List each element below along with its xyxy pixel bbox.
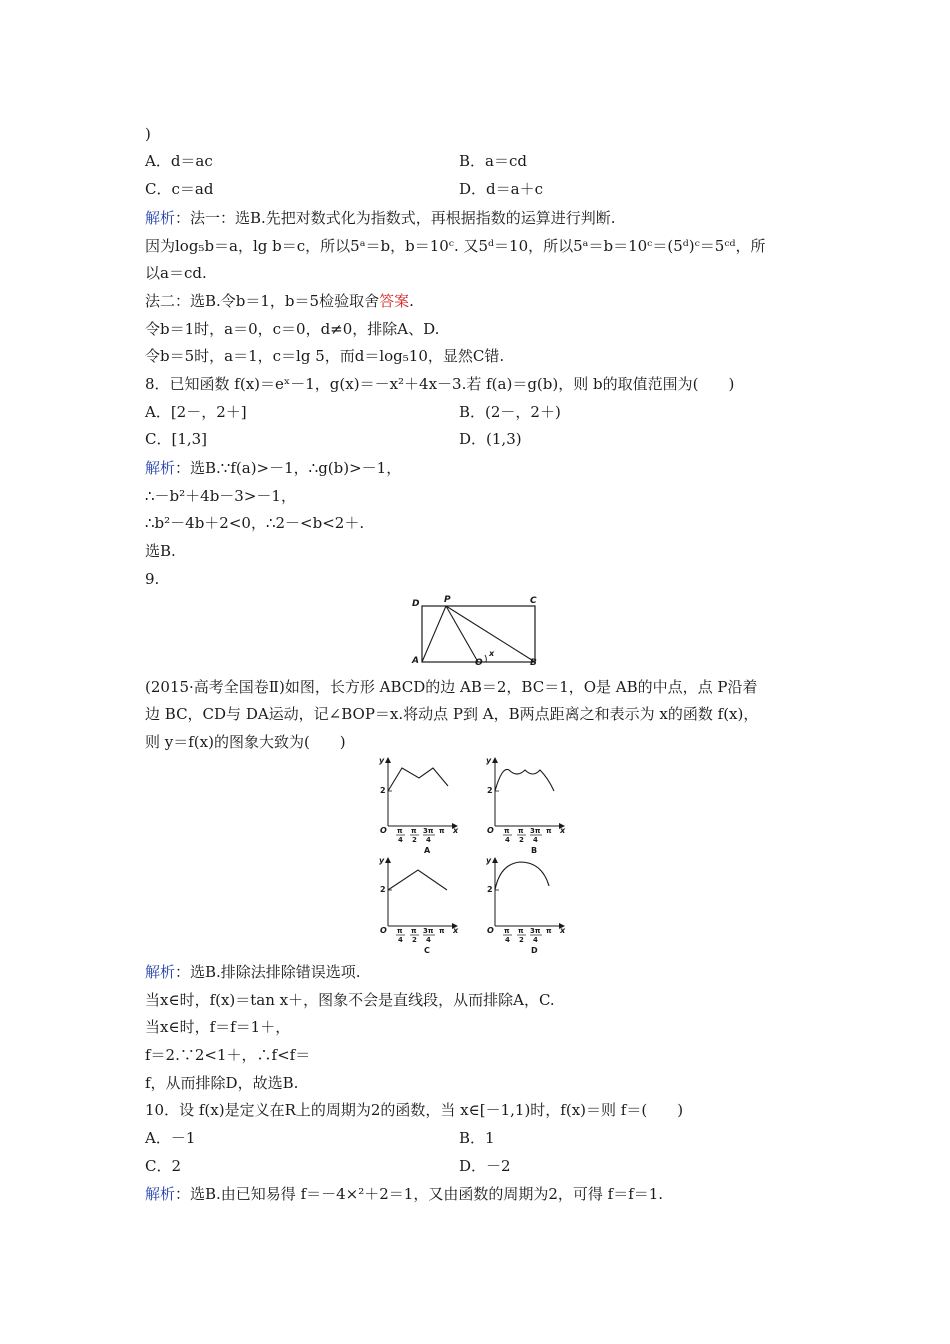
vertex-b-label: B [530,658,537,668]
tick-2-label: 2 [380,786,386,795]
q7-solution-line-5: 令b＝1时，a＝0，c＝0，d≠0，排除A、D. [145,320,440,338]
x-axis-label: x [560,826,566,835]
svg-text:4: 4 [533,936,538,944]
q7-solution-line-4: 法二：选B.令b＝1，b＝5检验取舍答案. [145,292,414,310]
graph-d-label: D [531,946,538,955]
tick-2-label: 2 [487,885,493,894]
solution-label: 解析 [145,1185,176,1203]
origin-label: O [380,926,387,935]
point-o-label: O [475,658,483,668]
x-axis-label: x [453,826,459,835]
q9-solution-line-3: 当x∈时，f＝f＝1＋， [145,1018,291,1036]
q9-stem-line-2: 边 BC，CD与 DA运动，记∠BOP＝x.将动点 P到 A，B两点距离之和表示为 x的函数 f(x)， [145,705,759,723]
tick-pi-over-4: π [397,927,403,935]
svg-text:4: 4 [398,836,403,844]
q7-option-b: B．a＝cd [459,152,527,170]
y-axis-label: y [486,756,492,765]
graph-b-label: B [531,846,538,855]
vertex-p-label: P [444,595,451,605]
y-axis-label: y [379,856,385,865]
q10-stem: 10．设 f(x)是定义在R上的周期为2的函数，当 x∈[－1,1)时，f(x)＝则 f＝( ) [145,1101,684,1119]
vertex-a-label: A [412,656,419,666]
q7-option-c: C．c＝ad [145,180,214,198]
q7-continuation: ) [145,125,151,143]
tick-3pi-over-4: 3π [530,927,541,935]
q8-solution-line-1: 解析：选B.∵f(a)>－1，∴g(b)>－1， [145,459,402,477]
tick-pi-over-4: π [397,827,403,835]
tick-pi: π [546,927,552,935]
q8-solution-line-4: 选B. [145,542,176,560]
tick-pi-over-2: π [411,927,417,935]
q8-option-d: D．(1,3) [459,430,522,448]
q8-option-c: C．[1,3] [145,430,208,448]
q8-stem: 8．已知函数 f(x)＝eˣ－1，g(x)＝－x²＋4x－3.若 f(a)＝g(b)，则 b的取值范围为( ) [145,375,735,393]
tick-pi-over-4: π [504,927,510,935]
vertex-c-label: C [530,596,537,606]
q10-option-c: C．2 [145,1157,182,1175]
q9-solution-line-1: 解析：选B.排除法排除错误选项. [145,963,361,981]
origin-label: O [487,826,494,835]
tick-pi: π [546,827,552,835]
q9-solution-line-5: f，从而排除D，故选B. [145,1074,299,1092]
q7-option-a: A．d＝ac [145,152,213,170]
q7-option-d: D．d＝a＋c [459,180,543,198]
q9-solution-line-4: f＝2.∵2<1＋，∴f<f＝ [145,1046,311,1064]
svg-text:2: 2 [519,936,524,944]
y-axis-label: y [486,856,492,865]
q10-solution-line-1: 解析：选B.由已知易得 f＝－4×²＋2＝1，又由函数的周期为2，可得 f＝f＝1. [145,1185,664,1203]
q10-option-b: B．1 [459,1129,495,1147]
solution-label: 解析 [145,459,176,477]
graph-c-label: C [424,946,430,955]
angle-x-label: x [489,649,495,658]
tick-3pi-over-4: 3π [530,827,541,835]
svg-text:4: 4 [505,836,510,844]
origin-label: O [487,926,494,935]
rectangle-figure [400,592,550,672]
tick-pi-over-2: π [518,827,524,835]
solution-label: 解析 [145,963,176,981]
vertex-d-label: D [412,599,420,609]
tick-pi: π [439,827,445,835]
svg-text:2: 2 [519,836,524,844]
q9-stem-line-1: (2015·高考全国卷Ⅱ)如图，长方形 ABCD的边 AB＝2，BC＝1，O是 AB的中点，点 P沿着 [145,678,758,696]
q7-solution-line-3: 以a＝cd. [145,264,207,282]
q9-solution-line-2: 当x∈时，f(x)＝tan x＋，图象不会是直线段，从而排除A，C. [145,991,555,1009]
tick-pi-over-2: π [411,827,417,835]
graph-c [379,856,459,955]
svg-text:4: 4 [426,836,431,844]
tick-pi-over-4: π [504,827,510,835]
tick-3pi-over-4: 3π [423,927,434,935]
svg-text:4: 4 [426,936,431,944]
svg-text:4: 4 [505,936,510,944]
tick-pi-over-2: π [518,927,524,935]
graph-a-label: A [424,846,431,855]
solution-label: 解析 [145,209,176,227]
svg-text:4: 4 [533,836,538,844]
q7-solution-line-6: 令b＝5时，a＝1，c＝lg 5，而d＝log₅10，显然C错. [145,347,505,365]
tick-3pi-over-4: 3π [423,827,434,835]
q8-option-a: A．[2－，2＋] [145,403,247,421]
svg-text:4: 4 [398,936,403,944]
x-axis-label: x [560,926,566,935]
graph-b [486,756,566,855]
q7-solution-line-1: 解析：法一：选B.先把对数式化为指数式，再根据指数的运算进行判断. [145,209,616,227]
q8-solution-line-2: ∴－b²＋4b－3>－1， [145,487,296,505]
q8-solution-line-3: ∴b²－4b＋2<0，∴2－<b<2＋. [145,514,365,532]
tick-2-label: 2 [380,885,386,894]
y-axis-label: y [379,756,385,765]
q10-option-a: A．－1 [145,1129,196,1147]
answer-graphs [375,756,585,956]
x-axis-label: x [453,926,459,935]
q9-stem-line-3: 则 y＝f(x)的图象大致为( ) [145,733,346,751]
graph-a [379,756,459,855]
tick-2-label: 2 [487,786,493,795]
q8-option-b: B．(2－，2＋) [459,403,561,421]
q10-option-d: D．－2 [459,1157,511,1175]
q7-solution-line-2: 因为log₅b＝a，lg b＝c，所以5ᵃ＝b，b＝10ᶜ. 又5ᵈ＝10，所以5ᵃ＝b＝10ᶜ＝(5ᵈ)ᶜ＝5ᶜᵈ，所 [145,237,766,255]
svg-text:2: 2 [412,936,417,944]
origin-label: O [380,826,387,835]
q9-number: 9. [145,570,160,588]
answer-link[interactable]: 答案 [379,292,410,310]
graph-d [486,856,566,955]
svg-text:2: 2 [412,836,417,844]
tick-pi: π [439,927,445,935]
